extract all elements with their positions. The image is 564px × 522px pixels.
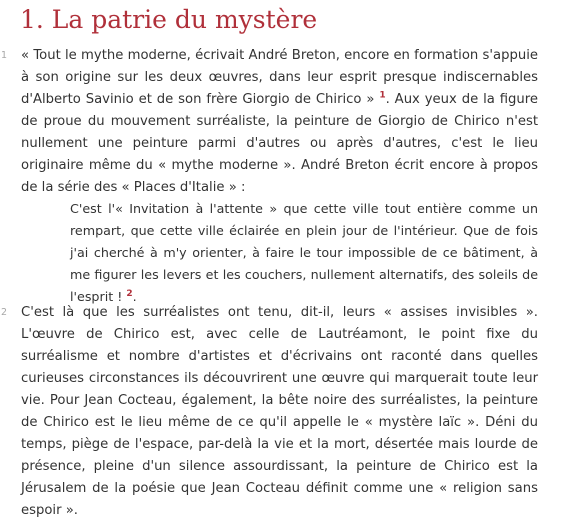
- paragraph-number: 2: [1, 307, 8, 318]
- paragraph-number: 1: [1, 50, 8, 61]
- quote-text: C'est l'« Invitation à l'attente » que cette ville tout entière comme un rempart, que cette ville éclairée en plein jour de l'intérieur. Que de fois j'ai cherché à m'y orienter, à faire le tour impossible de ce bâtiment, à me figurer les levers et les couchers, nullement alternatifs, des soleils de l'esprit !: [70, 201, 538, 304]
- footnote-link-2[interactable]: 2: [126, 288, 133, 299]
- paragraph-1: [21, 45, 538, 199]
- paragraph-1-text-end: . Aux yeux de la figure de proue du mouvement surréaliste, la peinture de Giorgio de Chirico n'est nullement une peinture parmi d'autres ou après d'autres, c'est le lieu originaire même du « mythe moderne ». André Breton écrit encore à propos de la série des « Places d'Italie » :: [21, 92, 538, 195]
- paragraph-2: C'est là que les surréalistes ont tenu, dit-il, leurs « assises invisibles ». L'œuvre de Chirico est, avec celle de Lautréamont, le point fixe du surréalisme et nombre d'artistes et d'écrivains ont raconté dans quelles curieuses circonstances ils découvrirent une œuvre qui marquerait toute leur vie. Pour Jean Cocteau, également, la bête noire des surréalistes, la peinture de Chirico est le lieu même de ce qu'il appelle le « mystère laïc ». Déni du temps, piège de l'espace, par-delà la vie et la mort, désertée mais lourde de présence, pleine d'un silence assourdissant, la peinture de Chirico est la Jérusalem de la poésie que Jean Cocteau définit comme une « religion sans espoir ».: [21, 305, 538, 518]
- section-title: 1. La patrie du mystère: [20, 5, 318, 34]
- footnote-link-1[interactable]: 1: [379, 90, 386, 101]
- block-quote: [70, 198, 538, 308]
- quote-end: .: [132, 289, 137, 304]
- paragraph-1-text-start: « Tout le mythe moderne, écrivait André Breton, encore en formation s'appuie à son origine sur les deux œuvres, dans leur esprit presque indiscernables d'Alberto Savinio et de son frère Giorgio de Chirico »: [21, 48, 538, 107]
